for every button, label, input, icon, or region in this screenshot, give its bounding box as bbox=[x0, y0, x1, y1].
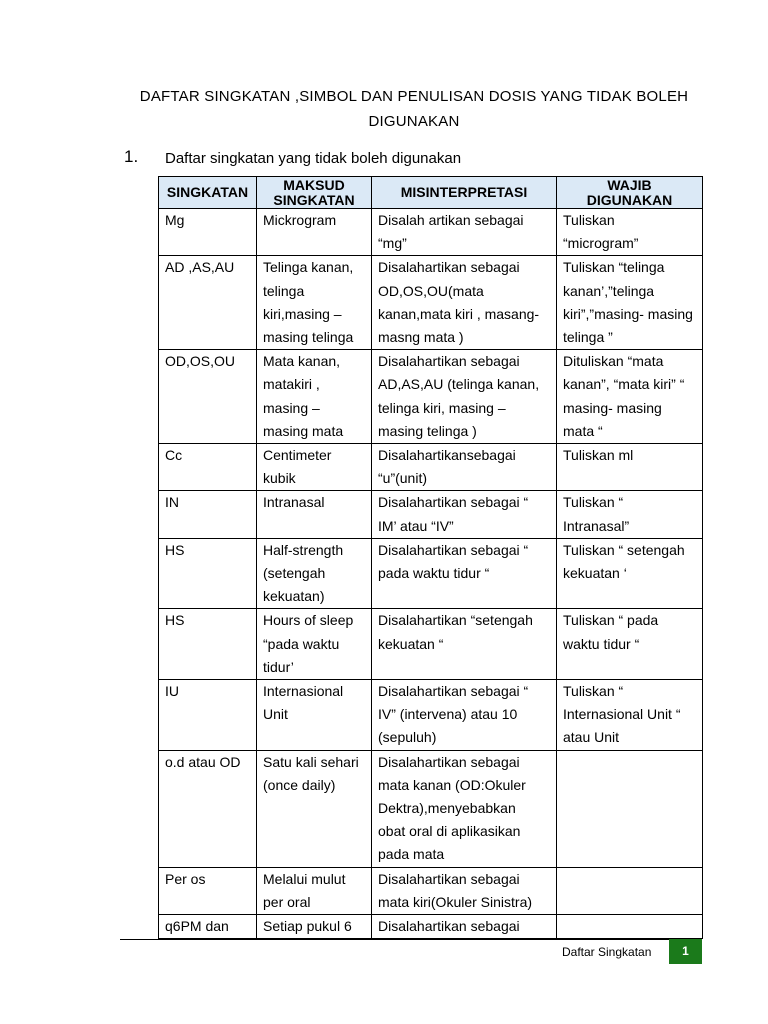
cell-misinterpretasi: Disalahartikan sebagai “ IM’ atau “IV” bbox=[372, 491, 557, 538]
cell-maksud: Centimeter kubik bbox=[257, 444, 372, 491]
cell-misinterpretasi: Disalahartikan sebagai OD,OS,OU(mata kanan,mata kiri , masang- masng mata ) bbox=[372, 256, 557, 350]
table-row bbox=[159, 750, 703, 867]
cell-maksud: Hours of sleep “pada waktu tidur’ bbox=[257, 609, 372, 680]
cell-singkatan: Cc bbox=[159, 444, 257, 491]
cell-maksud: Intranasal bbox=[257, 491, 372, 538]
cell-maksud: Satu kali sehari (once daily) bbox=[257, 750, 372, 867]
table-body bbox=[159, 209, 703, 939]
table-row bbox=[159, 867, 703, 914]
cell-misinterpretasi: Disalahartikan sebagai “ pada waktu tidur “ bbox=[372, 538, 557, 609]
table-row bbox=[159, 444, 703, 491]
cell-wajib bbox=[557, 867, 703, 914]
cell-wajib bbox=[557, 750, 703, 867]
cell-singkatan: Mg bbox=[159, 209, 257, 256]
header-maksud: MAKSUD SINGKATAN bbox=[257, 177, 372, 209]
table-row bbox=[159, 915, 703, 939]
cell-wajib: Tuliskan “microgram” bbox=[557, 209, 703, 256]
table-row bbox=[159, 680, 703, 751]
cell-wajib: Dituliskan “mata kanan”, “mata kiri” “ masing- masing mata “ bbox=[557, 350, 703, 444]
cell-singkatan: OD,OS,OU bbox=[159, 350, 257, 444]
table-row bbox=[159, 609, 703, 680]
cell-maksud: Mickrogram bbox=[257, 209, 372, 256]
table-row bbox=[159, 256, 703, 350]
cell-wajib: Tuliskan “telinga kanan’,”telinga kiri”,”masing- masing telinga ” bbox=[557, 256, 703, 350]
cell-singkatan: HS bbox=[159, 538, 257, 609]
cell-maksud: Telinga kanan, telinga kiri,masing – masing telinga bbox=[257, 256, 372, 350]
cell-misinterpretasi: Disalahartikan sebagai mata kanan (OD:Okuler Dektra),menyebabkan obat oral di aplikasikan pada mata bbox=[372, 750, 557, 867]
table-row bbox=[159, 209, 703, 256]
header-row bbox=[159, 177, 703, 209]
cell-maksud: Half-strength (setengah kekuatan) bbox=[257, 538, 372, 609]
cell-singkatan: q6PM dan bbox=[159, 915, 257, 939]
section-number: 1. bbox=[124, 147, 139, 166]
table-row bbox=[159, 350, 703, 444]
table-row bbox=[159, 538, 703, 609]
cell-singkatan: IU bbox=[159, 680, 257, 751]
table-row bbox=[159, 491, 703, 538]
abbreviation-table bbox=[158, 176, 703, 939]
cell-maksud: Mata kanan, matakiri , masing – masing mata bbox=[257, 350, 372, 444]
footer-divider bbox=[120, 939, 702, 940]
cell-misinterpretasi: Disalahartikan sebagai mata kiri(Okuler Sinistra) bbox=[372, 867, 557, 914]
cell-misinterpretasi: Disalahartikan sebagai bbox=[372, 915, 557, 939]
cell-singkatan: HS bbox=[159, 609, 257, 680]
title-line-1: DAFTAR SINGKATAN ,SIMBOL DAN PENULISAN DOSIS YANG TIDAK BOLEH bbox=[139, 88, 689, 105]
cell-misinterpretasi: Disalah artikan sebagai “mg” bbox=[372, 209, 557, 256]
cell-wajib: Tuliskan “ Intranasal” bbox=[557, 491, 703, 538]
cell-maksud: Setiap pukul 6 bbox=[257, 915, 372, 939]
cell-maksud: Internasional Unit bbox=[257, 680, 372, 751]
header-singkatan: SINGKATAN bbox=[159, 177, 257, 209]
cell-misinterpretasi: Disalahartikan sebagai AD,AS,AU (telinga kanan, telinga kiri, masing – masing telinga ) bbox=[372, 350, 557, 444]
table-header bbox=[159, 177, 703, 209]
page-number: 1 bbox=[669, 939, 702, 964]
title-line-2: DIGUNAKAN bbox=[368, 113, 460, 130]
document-title bbox=[110, 84, 718, 134]
cell-singkatan: IN bbox=[159, 491, 257, 538]
header-misinterpretasi: MISINTERPRETASI bbox=[372, 177, 557, 209]
header-wajib: WAJIB DIGUNAKAN bbox=[557, 177, 703, 209]
cell-wajib: Tuliskan “ Internasional Unit “ atau Unit bbox=[557, 680, 703, 751]
cell-misinterpretasi: Disalahartikan sebagai “ IV” (intervena) atau 10 (sepuluh) bbox=[372, 680, 557, 751]
cell-wajib: Tuliskan “ pada waktu tidur “ bbox=[557, 609, 703, 680]
cell-singkatan: o.d atau OD bbox=[159, 750, 257, 867]
footer-label: Daftar Singkatan bbox=[562, 945, 652, 959]
cell-wajib bbox=[557, 915, 703, 939]
cell-singkatan: Per os bbox=[159, 867, 257, 914]
section-heading: Daftar singkatan yang tidak boleh digunakan bbox=[165, 150, 462, 167]
cell-wajib: Tuliskan “ setengah kekuatan ‘ bbox=[557, 538, 703, 609]
cell-singkatan: AD ,AS,AU bbox=[159, 256, 257, 350]
cell-misinterpretasi: Disalahartikansebagai “u”(unit) bbox=[372, 444, 557, 491]
cell-wajib: Tuliskan ml bbox=[557, 444, 703, 491]
cell-misinterpretasi: Disalahartikan “setengah kekuatan “ bbox=[372, 609, 557, 680]
cell-maksud: Melalui mulut per oral bbox=[257, 867, 372, 914]
